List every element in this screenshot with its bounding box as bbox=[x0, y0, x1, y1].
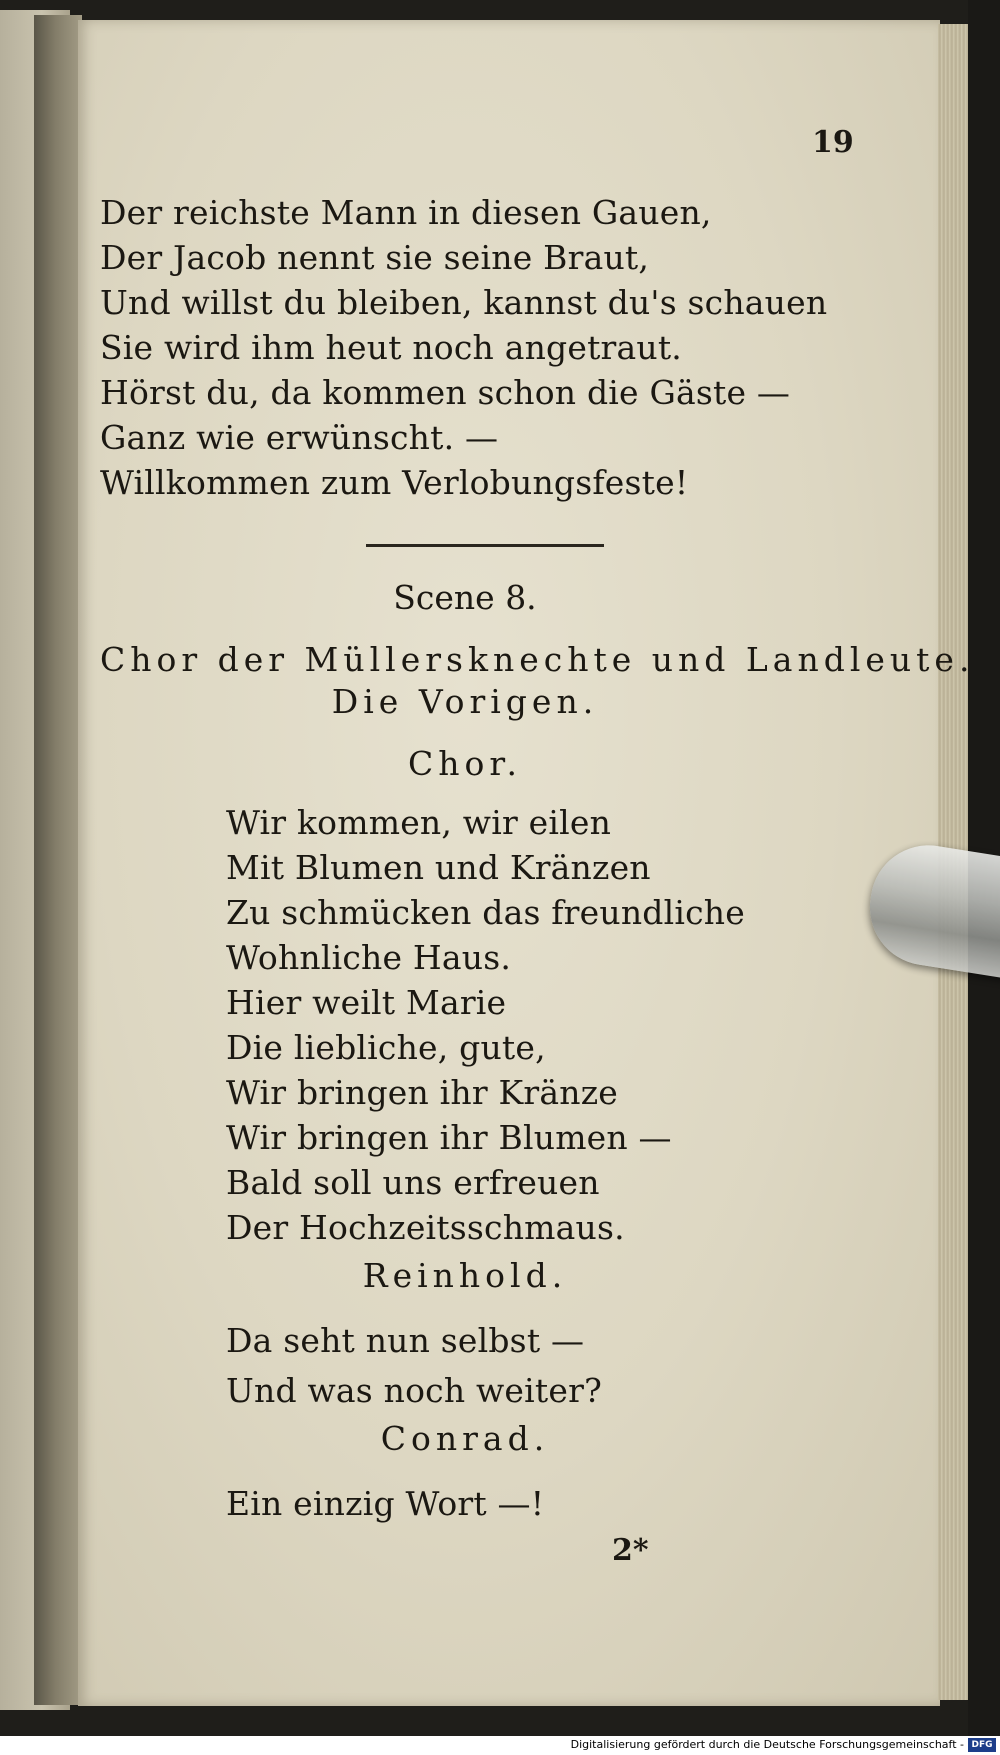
scene-heading: Scene 8. bbox=[393, 578, 537, 617]
verse-line: Hörst du, da kommen schon die Gäste — bbox=[100, 373, 791, 412]
scene-characters-continued: Die Vorigen. bbox=[331, 682, 599, 721]
verse-line: Bald soll uns erfreuen bbox=[226, 1163, 600, 1202]
scene-characters: Chor der Müllersknechte und Landleute. bbox=[100, 640, 975, 679]
verse-line: Wir bringen ihr Kränze bbox=[226, 1073, 619, 1112]
verse-line: Zu schmücken das freundliche bbox=[226, 893, 745, 932]
verse-line: Die liebliche, gute, bbox=[226, 1028, 546, 1067]
verse-line: Und was noch weiter? bbox=[226, 1371, 602, 1410]
speaker-name-chor: Chor. bbox=[407, 744, 522, 783]
verse-line: Der Hochzeitsschmaus. bbox=[226, 1208, 625, 1247]
verse-line: Wohnliche Haus. bbox=[226, 938, 512, 977]
verse-block-chor bbox=[226, 800, 745, 1250]
verse-line: Mit Blumen und Kränzen bbox=[226, 848, 651, 887]
verse-line: Ganz wie erwünscht. — bbox=[100, 418, 499, 457]
verse-line: Da seht nun selbst — bbox=[226, 1321, 585, 1360]
verse-line: Sie wird ihm heut noch angetraut. bbox=[100, 328, 682, 367]
page-number: 19 bbox=[812, 125, 854, 160]
speaker-name-reinhold: Reinhold. bbox=[362, 1256, 568, 1295]
verse-line: Und willst du bleiben, kannst du's schauen bbox=[100, 283, 828, 322]
section-divider bbox=[366, 544, 604, 547]
verse-line: Wir kommen, wir eilen bbox=[226, 803, 612, 842]
dfg-logo: DFG bbox=[968, 1738, 996, 1752]
verse-line: Willkommen zum Verlobungsfeste! bbox=[100, 463, 689, 502]
verse-line: Der reichste Mann in diesen Gauen, bbox=[100, 193, 712, 232]
verse-block-reinhold bbox=[226, 1318, 602, 1418]
verse-line: Hier weilt Marie bbox=[226, 983, 507, 1022]
verse-line: Wir bringen ihr Blumen — bbox=[226, 1118, 672, 1157]
verse-block-opening bbox=[100, 190, 827, 505]
printer-signature-mark: 2* bbox=[612, 1533, 649, 1568]
verse-line: Der Jacob nennt sie seine Braut, bbox=[100, 238, 650, 277]
funding-credit: Digitalisierung gefördert durch die Deutsche Forschungsgemeinschaft - bbox=[570, 1738, 964, 1751]
speaker-name-conrad: Conrad. bbox=[380, 1419, 550, 1458]
verse-line: Ein einzig Wort —! bbox=[226, 1484, 545, 1523]
verse-block-conrad bbox=[226, 1481, 544, 1526]
